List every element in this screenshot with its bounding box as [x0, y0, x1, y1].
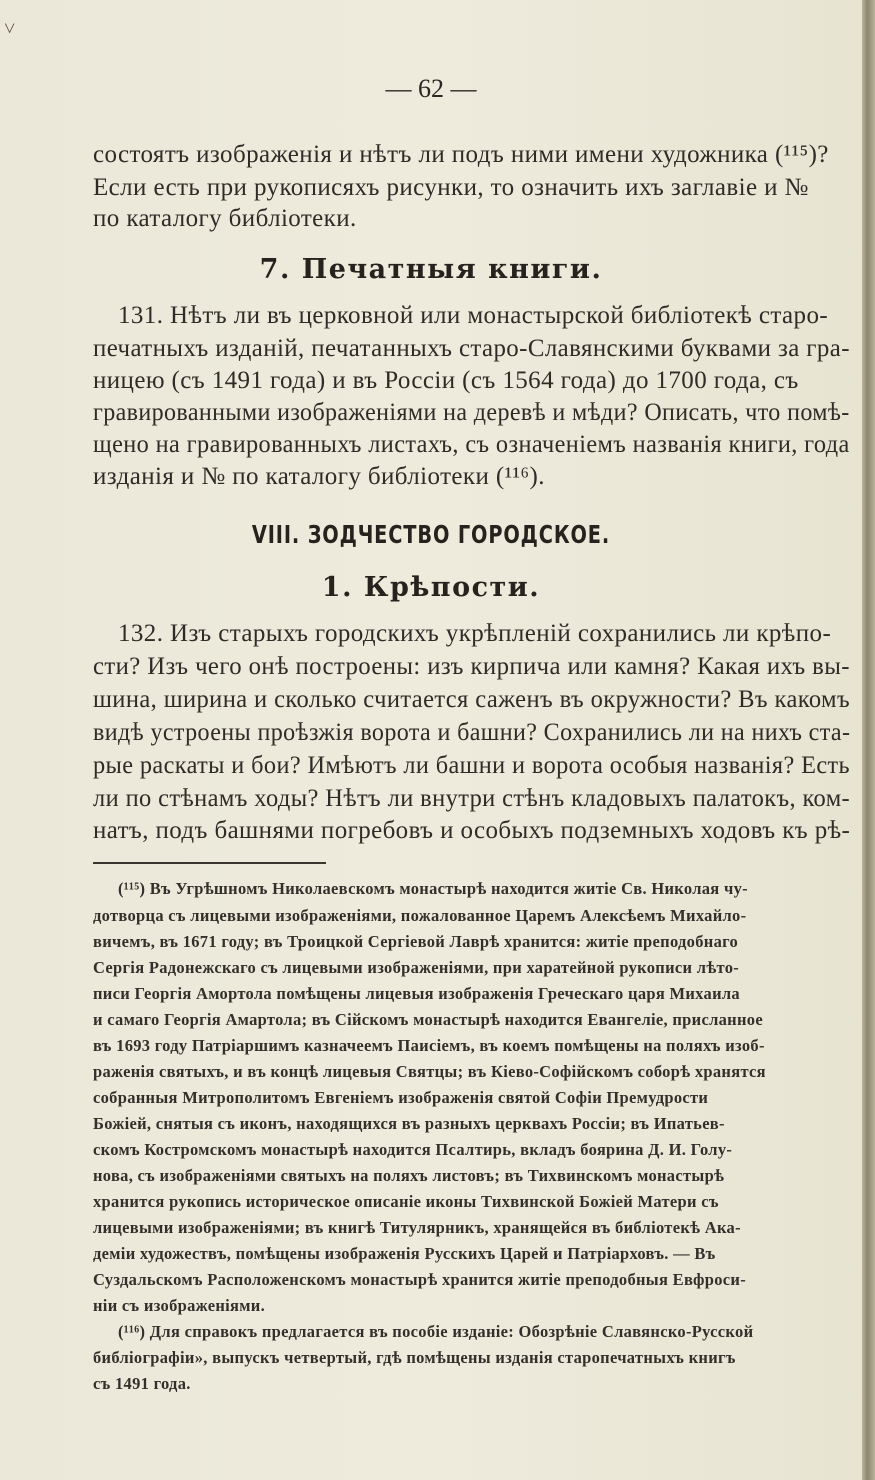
binding-edge: [862, 0, 875, 1480]
footnote-line: (¹¹⁶) Для справокъ предлагается въ пособіе изданіе: Обозрѣніе Славянско-Русской: [118, 1322, 754, 1341]
footnote-line: нова, съ изображеніями святыхъ на поляхъ листовъ; въ Тихвинскомъ монастырѣ: [93, 1166, 725, 1185]
footnote-line: раженія святыхъ, и въ концѣ лицевыя Святцы; въ Кіево-Софійскомъ соборѣ хранятся: [93, 1062, 766, 1081]
paragraph-line: натъ, подъ башнями погребовъ и особыхъ подземныхъ ходовъ къ рѣ-: [93, 817, 851, 844]
paragraph-line: печатныхъ изданій, печатанныхъ старо-Славянскими буквами за гра-: [93, 335, 850, 362]
paragraph-line: изданія и № по каталогу библіотеки (¹¹⁶).: [93, 463, 545, 490]
paragraph-line: ли по стѣнамъ ходы? Нѣтъ ли внутри стѣнъ кладовыхъ палатокъ, ком-: [93, 785, 851, 812]
paragraph-line: рые раскаты и бои? Имѣютъ ли башни и ворота особыя названія? Есть: [93, 752, 851, 779]
footnote-line: писи Георгія Амортола помѣщены лицевыя изображенія Греческаго царя Михаила: [93, 984, 740, 1003]
body-line: по каталогу библіотеки.: [93, 205, 357, 232]
footnote-line: въ 1693 году Патріаршимъ казначеемъ Паисіемъ, въ коемъ помѣщены на поляхъ изоб-: [93, 1036, 765, 1055]
footnote-line: съ 1491 года.: [93, 1374, 191, 1393]
footnote-line: и самаго Георгія Амартола; въ Сійскомъ монастырѣ находится Евангеліе, присланное: [93, 1010, 763, 1029]
paragraph-line: 131. Нѣтъ ли въ церковной или монастырской библіотекѣ старо-: [118, 302, 829, 329]
footnote-line: хранится рукопись историческое описаніе иконы Тихвинской Божіей Матери съ: [93, 1192, 719, 1211]
footnote-line: скомъ Костромскомъ монастырѣ находится Псалтирь, вкладъ боярина Д. И. Голу-: [93, 1140, 733, 1159]
paragraph-line: сти? Изъ чего онѣ построены: изъ кирпича или камня? Какая ихъ вы-: [93, 653, 850, 680]
footnote-line: (¹¹⁵) Въ Угрѣшномъ Николаевскомъ монастырѣ находится житіе Св. Николая чу-: [118, 879, 748, 898]
footnote-rule: [93, 862, 326, 864]
section-heading: 7. Печатныя книги.: [259, 254, 603, 285]
subsection-heading: 1. Крѣпости.: [321, 572, 541, 603]
footnote-line: Сергія Радонежскаго съ лицевыми изображеніями, при харатейной рукописи лѣто-: [93, 958, 740, 977]
paragraph-line: шина, ширина и сколько считается саженъ въ окружности? Въ какомъ: [93, 686, 851, 713]
footnote-line: библіографіи», выпускъ четвертый, гдѣ помѣщены изданія старопечатныхъ книгъ: [93, 1348, 736, 1367]
corner-mark: ˅: [4, 18, 16, 40]
chapter-heading: VIII. ЗОДЧЕСТВО ГОРОДСКОЕ.: [251, 520, 611, 549]
footnote-line: собранныя Митрополитомъ Евгеніемъ изображенія святой Софіи Премудрости: [93, 1088, 709, 1107]
footnote-line: лицевыми изображеніями; въ книгѣ Титулярникъ, хранящейся въ библіотекѣ Ака-: [93, 1218, 741, 1237]
footnote-line: Божіей, снятыя съ иконъ, находящихся въ разныхъ церквахъ Россіи; въ Ипатьев-: [93, 1114, 725, 1133]
body-line: Если есть при рукописяхъ рисунки, то означить ихъ заглавіе и №: [93, 174, 809, 201]
paragraph-line: щено на гравированныхъ листахъ, съ означеніемъ названія книги, года: [93, 431, 850, 458]
paragraph-line: 132. Изъ старыхъ городскихъ укрѣпленій сохранились ли крѣпо-: [118, 620, 832, 647]
footnote-line: вичемъ, въ 1671 году; въ Троицкой Сергіевой Лаврѣ хранится: житіе преподобнаго: [93, 932, 739, 951]
paragraph-line: гравированными изображеніями на деревѣ и мѣди? Описать, что помѣ-: [93, 399, 850, 426]
footnote-line: дотворца съ лицевыми изображеніями, пожалованное Царемъ Алексѣемъ Михайло-: [93, 906, 747, 925]
footnote-line: ніи съ изображеніями.: [93, 1296, 266, 1315]
footnote-line: Суздальскомъ Расположенскомъ монастырѣ хранится житіе преподобныя Евфроси-: [93, 1270, 747, 1289]
footnote-line: деміи художествъ, помѣщены изображенія Русскихъ Царей и Патріарховъ. — Въ: [93, 1244, 716, 1263]
body-line: состоятъ изображенія и нѣтъ ли подъ ними имени художника (¹¹⁵)?: [93, 141, 829, 168]
page-number: — 62 —: [385, 74, 477, 103]
paragraph-line: ницею (съ 1491 года) и въ Россіи (съ 1564 года) до 1700 года, съ: [93, 367, 799, 394]
paragraph-line: видѣ устроены проѣзжія ворота и башни? Сохранились ли на нихъ ста-: [93, 719, 851, 746]
